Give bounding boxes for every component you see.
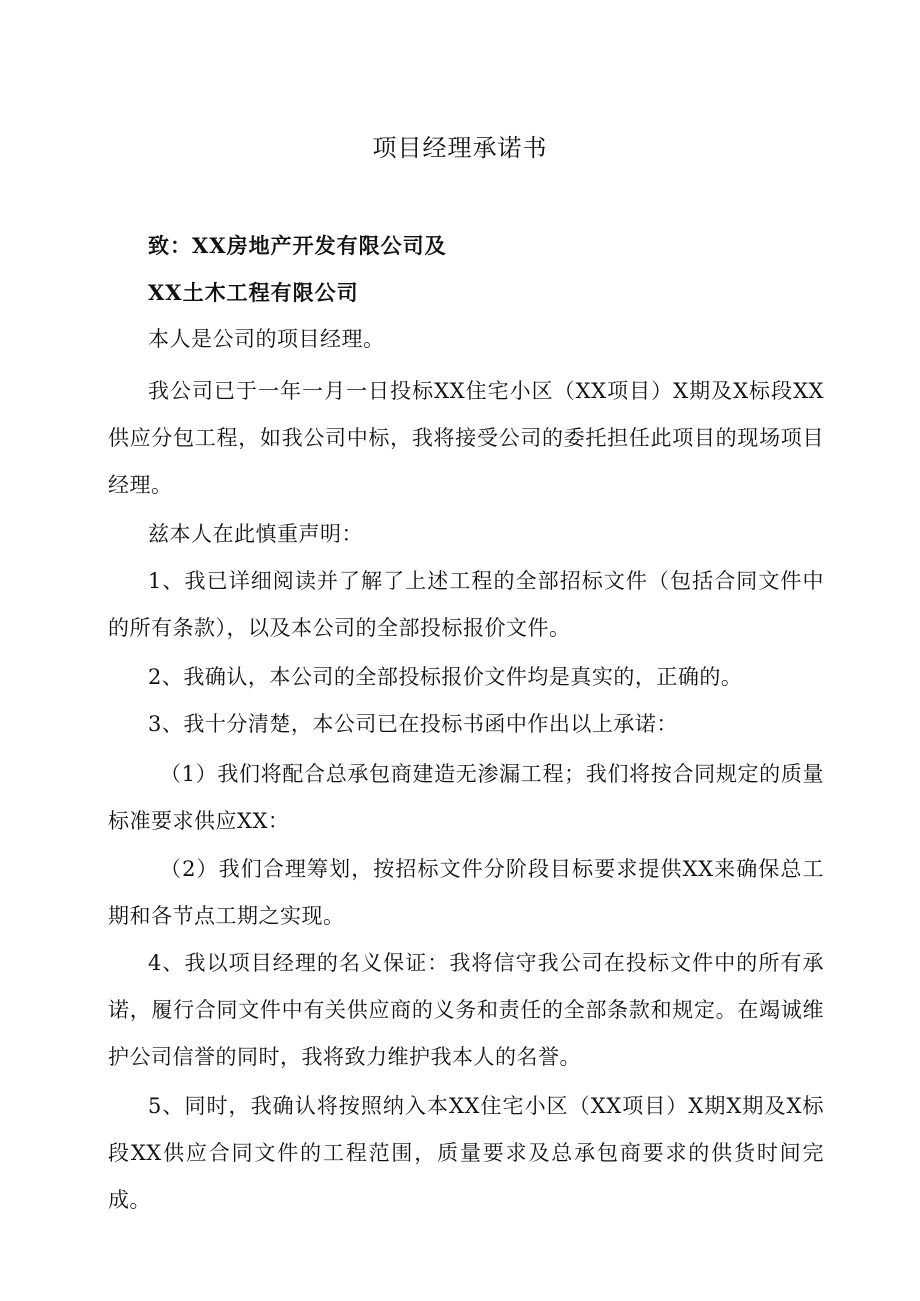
paragraph-item-2: 2、我确认，本公司的全部投标报价文件均是真实的，正确的。	[148, 665, 743, 689]
paragraph-item-4: 4、我以项目经理的名义保证：我将信守我公司在投标文件中的所有承诺，履行合同文件中有关供应商的义务和责任的全部条款和规定。在竭诚维护公司信誉的同时，我将致力维护我本人的名誉。	[108, 951, 824, 1069]
addressee-line-1: 致：XX房地产开发有限公司及	[148, 233, 447, 258]
paragraph-intro: 本人是公司的项目经理。	[148, 327, 385, 351]
paragraph-tender: 我公司已于一年一月一日投标XX住宅小区（XX项目）X期及X标段XX供应分包工程，如我公司中标，我将接受公司的委托担任此项目的现场项目经理。	[108, 379, 824, 497]
paragraph-declaration: 兹本人在此慎重声明：	[148, 522, 363, 546]
document-title: 项目经理承诺书	[372, 134, 548, 162]
paragraph-item-5: 5、同时，我确认将按照纳入本XX住宅小区（XX项目）X期X期及X标段XX供应合同文件的工程范围，质量要求及总承包商要求的供货时间完成。	[108, 1094, 824, 1212]
paragraph-subitem-1: （1）我们将配合总承包商建造无渗漏工程；我们将按合同规定的质量标准要求供应XX：	[108, 762, 824, 833]
paragraph-subitem-2: （2）我们合理筹划，按招标文件分阶段目标要求提供XX来确保总工期和各节点工期之实现。	[108, 857, 824, 928]
paragraph-item-3: 3、我十分清楚，本公司已在投标书函中作出以上承诺：	[148, 712, 678, 736]
paragraph-item-1: 1、我已详细阅读并了解了上述工程的全部招标文件（包括合同文件中的所有条款），以及本公司的全部投标报价文件。	[108, 569, 824, 640]
addressee-line-2: XX土木工程有限公司	[148, 280, 359, 305]
